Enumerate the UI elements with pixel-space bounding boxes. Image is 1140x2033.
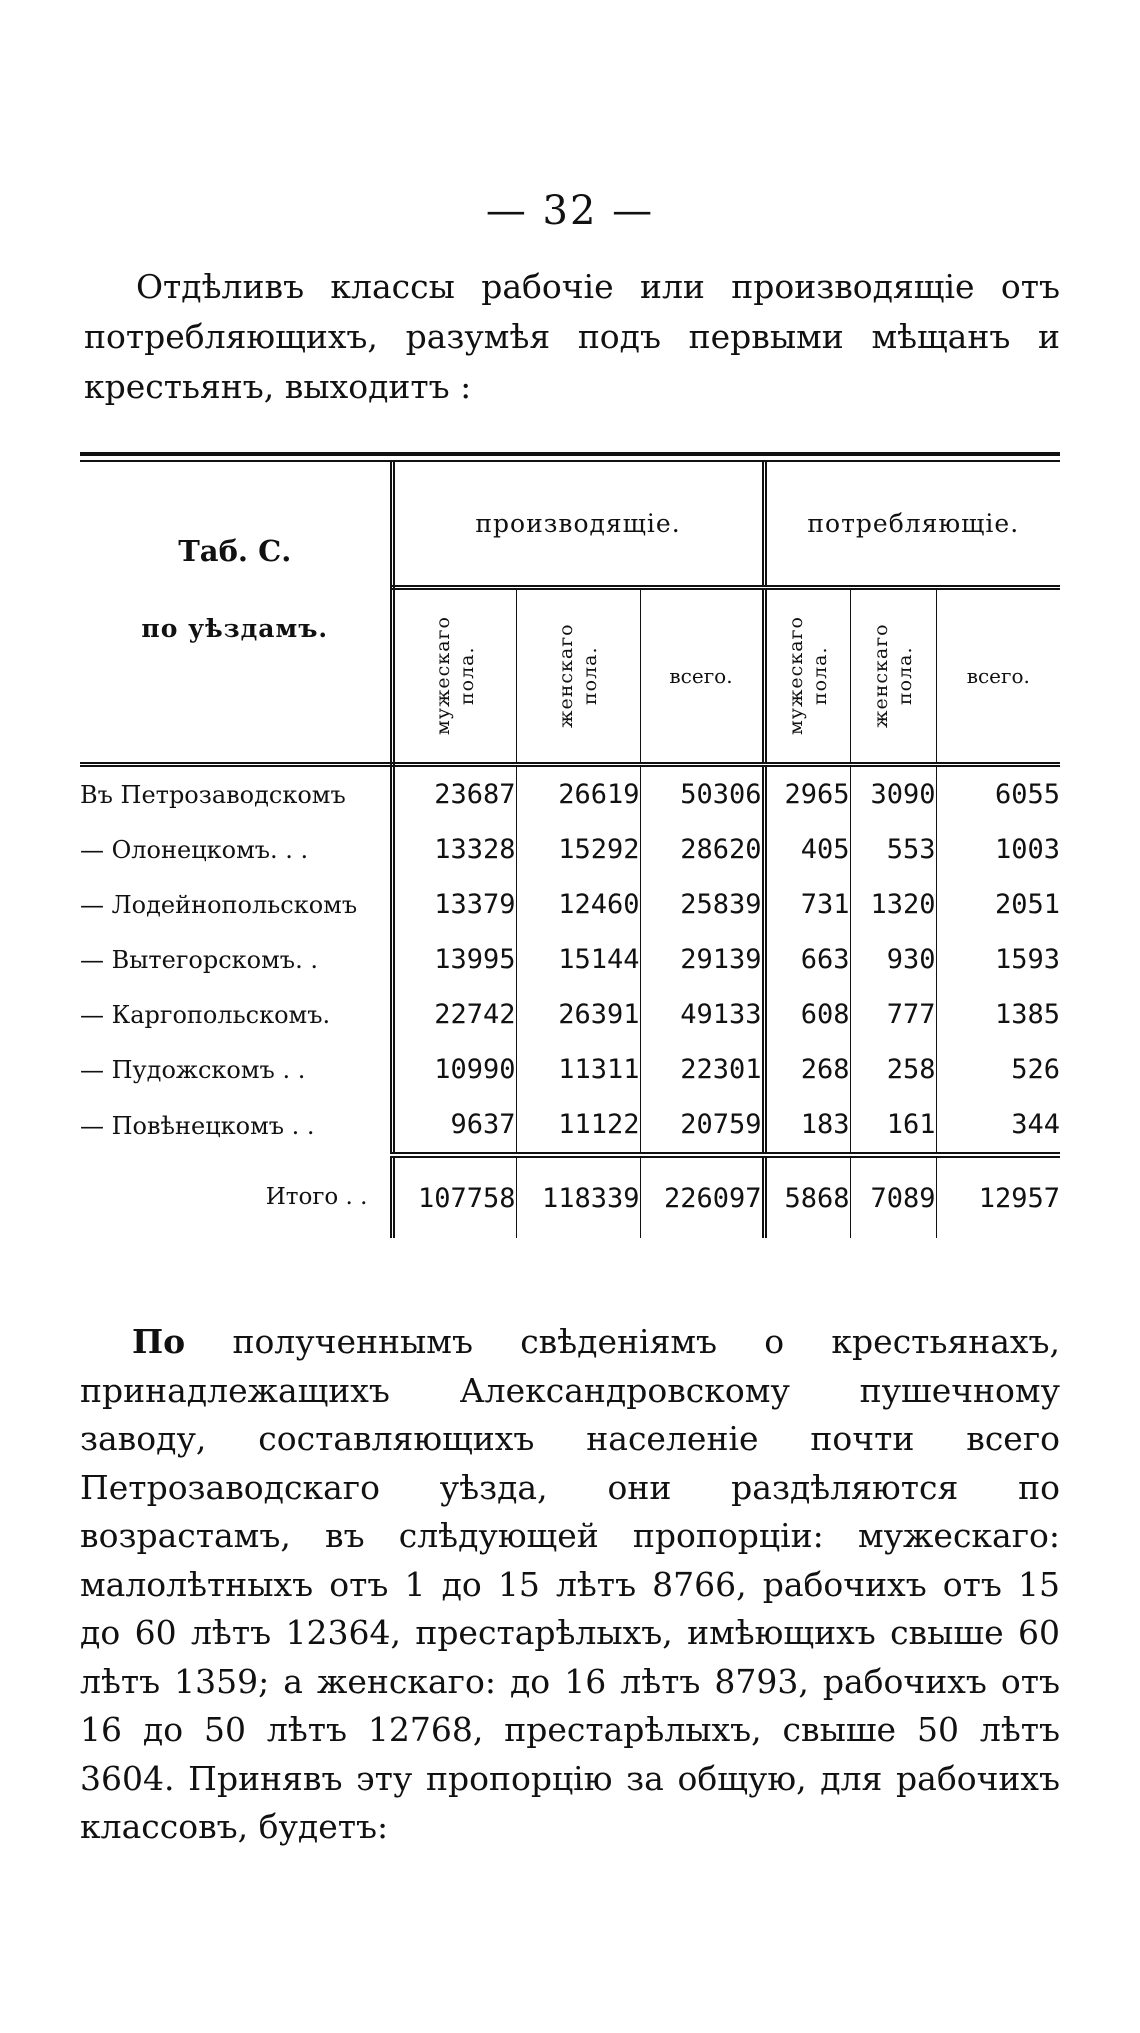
table-cell: 26619: [516, 765, 640, 823]
table-cell: 608: [764, 987, 850, 1042]
table-cell: 50306: [640, 765, 764, 823]
total-value: 7089: [850, 1155, 936, 1238]
table-row: [80, 1097, 1060, 1155]
table-cell: 13995: [392, 932, 516, 987]
table-cell: 2965: [764, 765, 850, 823]
table-cell: 25839: [640, 877, 764, 932]
table-cell: 49133: [640, 987, 764, 1042]
table-cell: 1003: [936, 822, 1060, 877]
total-value: 12957: [936, 1155, 1060, 1238]
table-row: [80, 822, 1060, 877]
table-cell: 23687: [392, 765, 516, 823]
table-row: [80, 987, 1060, 1042]
table-cell: 22301: [640, 1042, 764, 1097]
table-cell: 161: [850, 1097, 936, 1155]
table-row: [80, 877, 1060, 932]
district-name: — Лодейнопольскомъ: [80, 890, 358, 919]
table-cell: 2051: [936, 877, 1060, 932]
table-cell: 26391: [516, 987, 640, 1042]
table-top-rule: [80, 452, 1060, 462]
total-value: 107758: [392, 1155, 516, 1238]
table-cell: 553: [850, 822, 936, 877]
total-value: 226097: [640, 1155, 764, 1238]
page-number: — 32 —: [485, 188, 655, 234]
table-cell: 13328: [392, 822, 516, 877]
table-cell: 344: [936, 1097, 1060, 1155]
table-row: [80, 932, 1060, 987]
table-cell: 6055: [936, 765, 1060, 823]
table-cell: 526: [936, 1042, 1060, 1097]
intro-paragraph: Отдѣливъ классы рабочіе или производящіе отъ потребляющихъ, разумѣя подъ первыми мѣщанъ и крестьянъ, выходитъ :: [84, 267, 1060, 406]
district-name: Въ Петрозаводскомъ: [80, 765, 392, 823]
table-cell: 3090: [850, 765, 936, 823]
total-value: 5868: [764, 1155, 850, 1238]
total-value: 118339: [516, 1155, 640, 1238]
table-cell: 28620: [640, 822, 764, 877]
district-name: — Каргопольскомъ.: [80, 1000, 331, 1029]
table-cell: 731: [764, 877, 850, 932]
table-sublabel: по уѣздамъ.: [141, 614, 329, 643]
table-cell: 1385: [936, 987, 1060, 1042]
table-cell: 15292: [516, 822, 640, 877]
total-row: [80, 1155, 1060, 1238]
table-cell: 12460: [516, 877, 640, 932]
table-cell: 11311: [516, 1042, 640, 1097]
subhead-consuming-total: всего.: [936, 588, 1060, 765]
table-cell: 258: [850, 1042, 936, 1097]
table-cell: 20759: [640, 1097, 764, 1155]
subhead-consuming-female: женскаго пола.: [850, 588, 936, 765]
outro-text: полученнымъ свѣденіямъ о крестьянахъ, принадлежащихъ Александровскому пушечному заводу, составляющихъ населеніе почти всего Петрозаводскаго уѣзда, они раздѣляются по возрастамъ, въ слѣдующей пропорціи: мужескаго: малолѣтныхъ отъ 1 до 15 лѣтъ 8766, рабочихъ отъ 15 до 60 лѣтъ 12364, престарѣлыхъ, имѣющихъ свыше 60 лѣтъ 1359; а женскаго: до 16 лѣтъ 8793, рабочихъ отъ 16 до 50 лѣтъ 12768, престарѣлыхъ, свыше 50 лѣтъ 3604. Принявъ эту пропорцію за общую, для рабочихъ классовъ, будетъ:: [80, 1322, 1060, 1846]
stats-table: [80, 462, 1060, 1238]
table-cell: 10990: [392, 1042, 516, 1097]
group-consuming: потребляющіе.: [764, 462, 1060, 588]
district-name: — Олонецкомъ. . .: [80, 835, 309, 864]
outro-lead: По: [132, 1322, 186, 1361]
subhead-producing-female: женскаго пола.: [516, 588, 640, 765]
outro-paragraph: [80, 1318, 1060, 1852]
table-cell: 268: [764, 1042, 850, 1097]
table-cell: 663: [764, 932, 850, 987]
table-cell: 1593: [936, 932, 1060, 987]
table-cell: 1320: [850, 877, 936, 932]
table-body: [80, 765, 1060, 1156]
table-cell: 13379: [392, 877, 516, 932]
table-cell: 22742: [392, 987, 516, 1042]
table-row: [80, 1042, 1060, 1097]
table-cell: 29139: [640, 932, 764, 987]
subhead-producing-total: всего.: [640, 588, 764, 765]
table-cell: 11122: [516, 1097, 640, 1155]
table-cell: 9637: [392, 1097, 516, 1155]
subhead-producing-male: мужескаго пола.: [392, 588, 516, 765]
district-name: — Вытегорскомъ. .: [80, 945, 318, 974]
table-cell: 777: [850, 987, 936, 1042]
table-cell: 15144: [516, 932, 640, 987]
group-producing: производящіе.: [392, 462, 764, 588]
district-name: — Пудожскомъ . .: [80, 1055, 306, 1084]
district-name: — Повѣнецкомъ . .: [80, 1112, 315, 1140]
statistics-table: [80, 452, 1060, 1238]
total-label: Итого . .: [265, 1183, 368, 1210]
table-cell: 183: [764, 1097, 850, 1155]
table-cell: 405: [764, 822, 850, 877]
table-label: Таб. С.: [178, 534, 292, 568]
subhead-consuming-male: мужескаго пола.: [764, 588, 850, 765]
table-label-cell: [80, 462, 392, 765]
table-row: [80, 765, 1060, 823]
table-cell: 930: [850, 932, 936, 987]
